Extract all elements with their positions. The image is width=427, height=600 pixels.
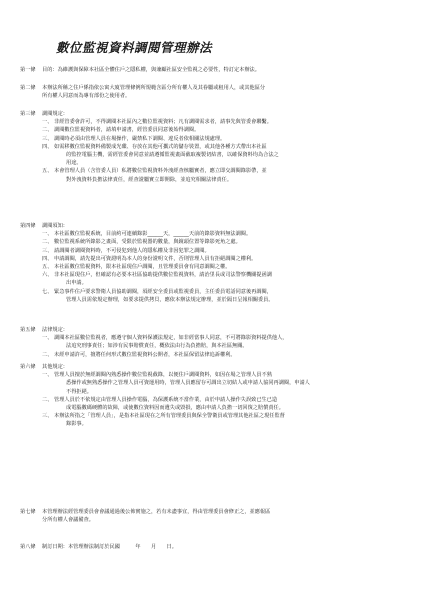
article-head [20, 543, 412, 551]
article-label: 第一條 [20, 67, 36, 73]
clause-marker: 二、 [42, 396, 53, 403]
article-label: 第五條 [20, 327, 36, 333]
article [20, 222, 412, 304]
clause-item [20, 118, 412, 126]
clause-item [20, 255, 412, 263]
article-text-line: 其他規定： [42, 364, 68, 370]
clause-text-line: 成電腦數碼硬體的故障，或使數位資料因而遺失或毀損，應由申請人負擔一切回復之賠償責任。 [66, 405, 284, 412]
article-text-line: 目的：為維護與保障本社區全體住戶之隱私權，與兼顧社區安全監視之必要性，特訂定本辦法。 [42, 67, 260, 73]
article-head [20, 84, 412, 92]
clause-text-line: 本會管理人員（含管委人員）私將數位監視資料外洩經查核屬實者，應立即交調閱錄影帶，並 [54, 168, 267, 175]
clause-marker: 二、 [42, 127, 53, 134]
clause-text-line: 調閱數位監視資料者，請填申請書，經管委員同意後始得調閱。 [54, 127, 200, 134]
clause-text-line: 管理人員擅於無經調閱內熟悉操作數位監視截錄，以便住戶調閱資料，如因在場之管理人員不熟 [54, 372, 272, 379]
article-label: 第二條 [20, 85, 36, 91]
article-label: 第四條 [20, 223, 36, 229]
clause-text-line: 對外洩資料負擔法律責任，經查證屬實立即開除，並追究相關法律責任。 [66, 176, 233, 183]
clause-text-line: 出申請。 [66, 280, 87, 287]
clause-marker: 六、 [42, 272, 53, 279]
article-text-line: 法律規定： [42, 327, 68, 333]
clause-item [20, 371, 412, 396]
clause-marker: 四、 [42, 255, 53, 262]
article-text-line: 本辦法所稱之住戶係指依公寓大廈管理條例所規範含區分所有權人及其眷屬或租用人，或其他區分 [42, 85, 266, 91]
article-label: 第六條 [20, 364, 36, 370]
clause-item [20, 271, 412, 287]
clause-text-line: 如需移數位監視資料備製成光碟、存放在其他可攜式的儲存裝置，或其他各種方式帶出本社區 [54, 143, 267, 150]
clause-item [20, 230, 412, 238]
clause-text-line: 管理人員於不依規定由管理人員操作電腦，為保護系統不當作業，由於申請人操作失誤致已生已造 [54, 396, 278, 403]
clause-item [20, 167, 412, 183]
article [20, 508, 412, 524]
article-head [20, 326, 412, 334]
clause-marker: 五、 [42, 168, 53, 175]
clause-item [20, 135, 412, 143]
article-text-line: 制訂日期：本管理辦法制訂於民國 年 月 日。 [42, 544, 177, 550]
clause-item [20, 351, 412, 359]
article [20, 326, 412, 359]
article-label: 第三條 [20, 111, 36, 117]
article-head [20, 363, 412, 371]
clause-marker: 二、 [42, 239, 53, 246]
clause-marker: 一、 [42, 335, 53, 342]
clause-text-line: 本社區數位監視系統，目前約可連續錄影______天，______天前的錄影資料無法調閱。 [54, 231, 252, 238]
article-head [20, 110, 412, 118]
clause-text-line: 錄影事。 [66, 421, 87, 428]
article-head [20, 222, 412, 230]
clause-marker: 四、 [42, 143, 53, 150]
clause-marker: 三、 [42, 247, 53, 254]
clause-marker: 三、 [42, 413, 53, 420]
clause-item [20, 288, 412, 304]
article [20, 543, 412, 551]
clause-marker: 一、 [42, 372, 53, 379]
clause-marker: 二、 [42, 351, 53, 358]
clause-text-line: 請調閱者調閱資料時，不可侵犯到他人的隱私權及非因犯罪之調閱。 [54, 247, 210, 254]
clause-text-line: 管理人員需依規定辦理，如要求提供拷貝，應依本辦法規定辦理，並於隔日呈報相關委員。 [66, 296, 274, 303]
article-head [20, 508, 412, 516]
article-text-line: 調閱規定： [42, 111, 68, 117]
clause-item [20, 396, 412, 412]
clause-item [20, 263, 412, 271]
clause-text-line: 未經申請許可，擅將任何形式數位監視資料公開者，本社區保留法律追訴權利。 [54, 351, 236, 358]
clause-text-line: 緊急事件住戶要求警衛人員協助調閱，須經安全委員或監視委員，主任委員電話同意後再調閱， [54, 288, 272, 295]
clause-text-line: 悉操作或無熟悉操作之管理人員可資運用時，管理人員應留存可調出立切結人或申請人協同再調閱，申請人 [66, 380, 310, 387]
clause-marker: 一、 [42, 119, 53, 126]
clause-text-line: 法追究刑事責任；如涉有民事賠償責任，概依法由行為負擔賠，與本社區無關。 [66, 343, 248, 350]
clause-marker: 一、 [42, 231, 53, 238]
article [20, 66, 412, 74]
article-text-line: 所有權人同意而為專有部份之使用者。 [42, 93, 131, 100]
article [20, 84, 412, 100]
article [20, 110, 412, 184]
clause-item [20, 238, 412, 246]
clause-text-line: 不得拒絕。 [66, 388, 92, 395]
clause-text-line: 非本社區現住戶，但確認有必要本社區協助提供數位監視資料，請治里長或司法警察機關提函調 [54, 272, 272, 279]
article [20, 363, 412, 429]
clause-item [20, 247, 412, 255]
article-text-line: 調閱須知： [42, 223, 68, 229]
article-label: 第八條 [20, 544, 36, 550]
clause-text-line: 本社區數位監視資料，限本社區現住戶調閱，且管理委員會有同意調閱之權。 [54, 264, 231, 271]
clause-item [20, 334, 412, 350]
clause-text-line: 本辦法所指之「管理人員」，是指本社區現在之所有管理委員與保全警衛員或管理其他社區之現任監督 [54, 413, 285, 420]
document-title: 數位監視資料調閱管理辦法 [56, 40, 213, 55]
clause-marker: 三、 [42, 135, 53, 142]
clause-text-line: 調閱時必須由管理人員在場操作，嚴禁私下調閱、違反者依相關法規處理。 [54, 135, 226, 142]
clause-marker: 七、 [42, 288, 53, 295]
article-head [20, 66, 412, 74]
clause-text-line: 申請調閱，請先提出可資證明為本人的身份證明文件，否則管理人員有拒絕調閱之權利。 [54, 255, 257, 262]
clause-text-line: 非經管委會許可，不得調閱本社區內之數位監視資料；凡有調閱需求者，請事先與管委會聯繫。 [54, 119, 272, 126]
article-text-line: 分所有權人會議備查。 [42, 517, 94, 524]
article-label: 第七條 [20, 509, 36, 515]
clause-text-line: 數位監視系統所錄影之畫面，受限於監視器的數量，與鏡頭位置等錄影死角之處。 [54, 239, 241, 246]
article-text-line: 本管理辦法經管理委員會會議通過後公佈實施之，若有未盡事宜，得由管理委員會修正之，並應報區 [42, 509, 271, 515]
clause-text-line: 調閱本社區數位監視者，應遵守個人資料保護法規定，如非經當事人同意，不可將錄影資料提供他人， [54, 335, 288, 342]
clause-item [20, 126, 412, 134]
clause-item [20, 143, 412, 168]
clause-marker: 五、 [42, 264, 53, 271]
clause-text-line: 用途。 [66, 160, 82, 167]
clause-text-line: 的監控電腦主機，需經管委會同意並請遵循監視畫面截取複製切結書，以確保資料均為合法之 [66, 152, 279, 159]
clause-item [20, 412, 412, 428]
